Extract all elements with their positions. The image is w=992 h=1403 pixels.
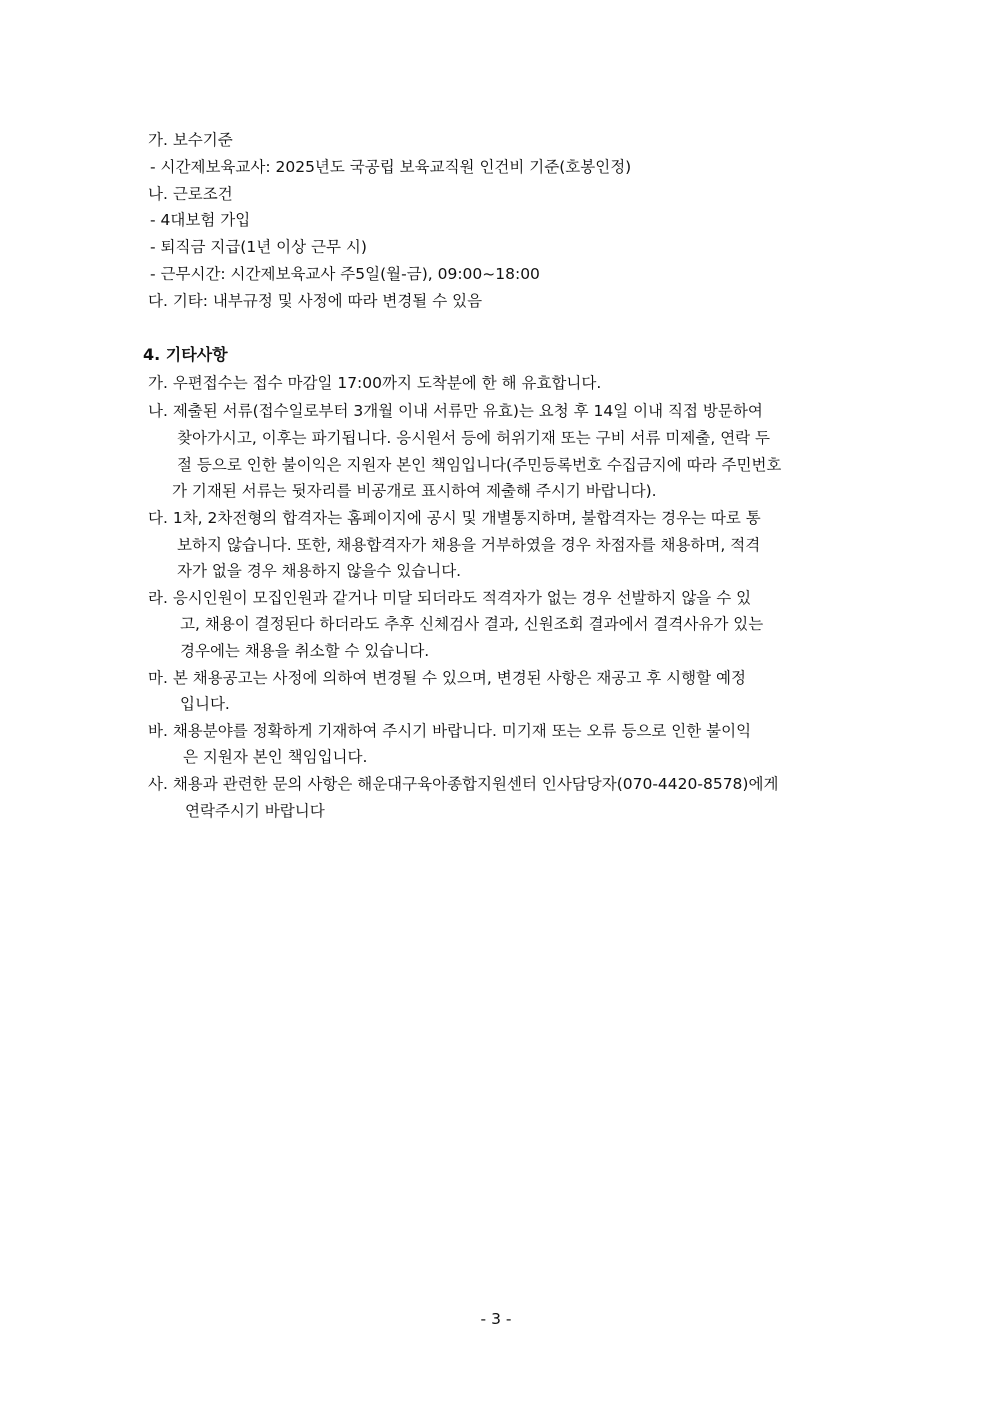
- notice-sa-line1: 사. 채용과 관련한 문의 사항은 해운대구육아종합지원센터 인사담당자(070-4420-8578)에게: [148, 775, 779, 793]
- notice-ba-line1: 바. 채용분야를 정확하게 기재하여 주시기 바랍니다. 미기재 또는 오류 등으로 인한 불이익: [148, 722, 752, 740]
- notice-ma-line1: 마. 본 채용공고는 사정에 의하여 변경될 수 있으며, 변경된 사항은 재공고 후 시행할 예정: [148, 669, 746, 687]
- notice-ga: 가. 우편접수는 접수 마감일 17:00까지 도착분에 한 해 유효합니다.: [148, 374, 602, 392]
- notice-na-line2: 찾아가시고, 이후는 파기됩니다. 응시원서 등에 허위기재 또는 구비 서류 미제출, 연락 두: [177, 429, 771, 447]
- notice-ra-line1: 라. 응시인원이 모집인원과 같거나 미달 되더라도 적격자가 없는 경우 선발하지 않을 수 있: [148, 589, 752, 607]
- notice-da-line3: 자가 없을 경우 채용하지 않을수 있습니다.: [177, 562, 462, 580]
- condition-hours: - 근무시간: 시간제보육교사 주5일(월-금), 09:00~18:00: [150, 265, 540, 283]
- notice-da-line2: 보하지 않습니다. 또한, 채용합격자가 채용을 거부하였을 경우 차점자를 채용하며, 적격: [177, 536, 761, 554]
- section-heading: 4. 기타사항: [143, 345, 228, 364]
- condition-insurance: - 4대보험 가입: [150, 211, 251, 229]
- notice-ra-line3: 경우에는 채용을 취소할 수 있습니다.: [180, 642, 430, 660]
- notice-ra-line2: 고, 채용이 결정된다 하더라도 추후 신체검사 결과, 신원조회 결과에서 결격사유가 있는: [180, 615, 764, 633]
- pay-detail: - 시간제보육교사: 2025년도 국공립 보육교직원 인건비 기준(호봉인정): [150, 158, 632, 176]
- notice-da-line1: 다. 1차, 2차전형의 합격자는 홈페이지에 공시 및 개별통지하며, 불합격자는 경우는 따로 통: [148, 509, 761, 527]
- notice-ma-line2: 입니다.: [180, 695, 230, 713]
- notice-na-line4: 가 기재된 서류는 뒷자리를 비공개로 표시하여 제출해 주시기 바랍니다).: [172, 482, 657, 500]
- page-number: - 3 -: [480, 1310, 512, 1328]
- condition-severance: - 퇴직금 지급(1년 이상 근무 시): [150, 238, 367, 256]
- notice-na-line3: 절 등으로 인한 불이익은 지원자 본인 책임입니다(주민등록번호 수집금지에 따라 주민번호: [177, 456, 782, 474]
- notice-ba-line2: 은 지원자 본인 책임입니다.: [183, 748, 368, 766]
- sub-heading-pay: 가. 보수기준: [148, 131, 233, 149]
- notice-na-line1: 나. 제출된 서류(접수일로부터 3개월 이내 서류만 유효)는 요청 후 14일 이내 직접 방문하여: [148, 402, 763, 420]
- notice-sa-line2: 연락주시기 바랍니다: [185, 802, 325, 820]
- sub-heading-conditions: 나. 근로조건: [148, 185, 233, 203]
- sub-heading-other: 다. 기타: 내부규정 및 사정에 따라 변경될 수 있음: [148, 292, 483, 310]
